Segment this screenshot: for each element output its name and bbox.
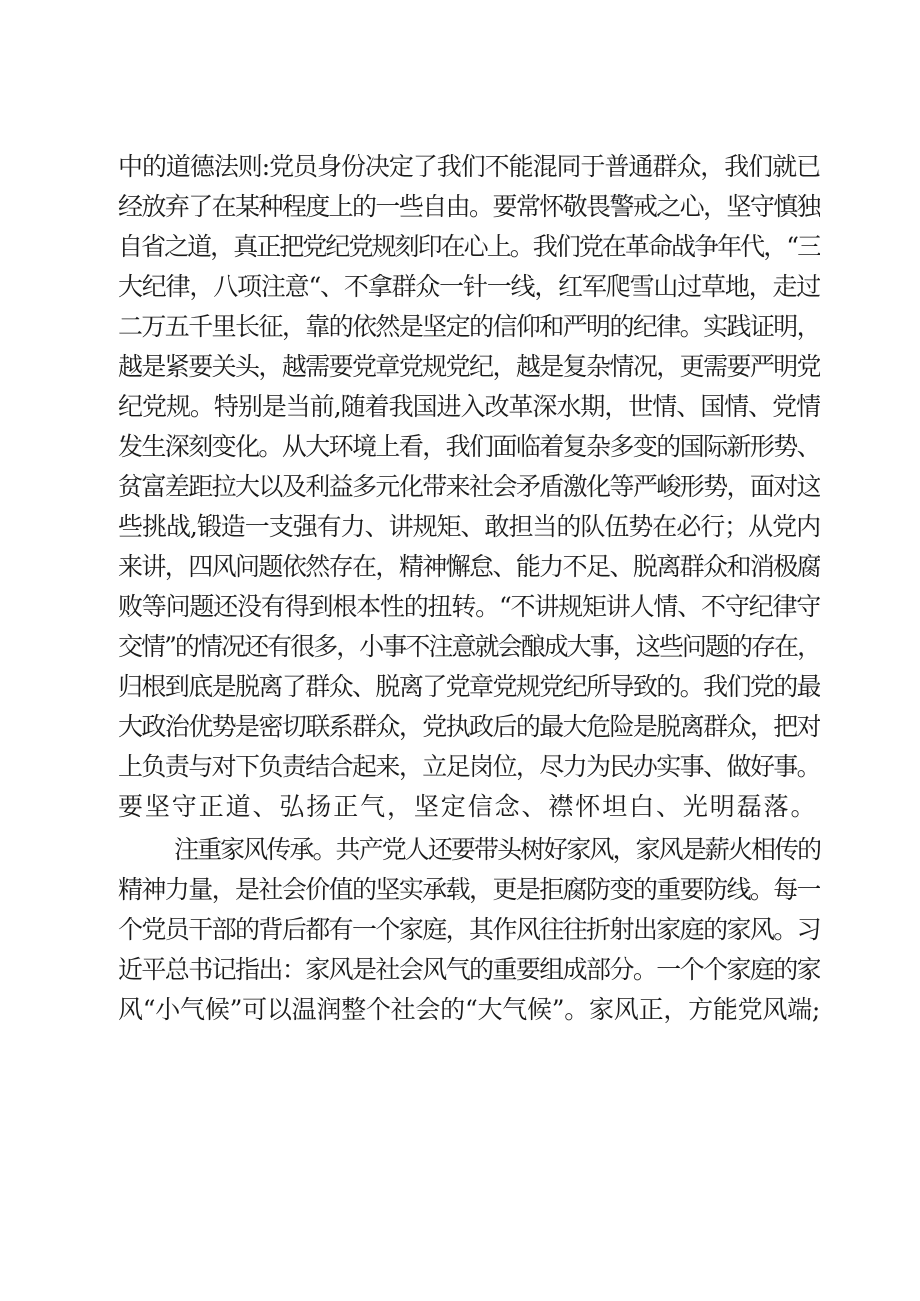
text-line: 交情”的情况还有很多，小事不注意就会酿成大事，这些问题的存在， — [118, 632, 820, 661]
text-line: 贫富差距拉大以及利益多元化带来社会矛盾激化等严峻形势，面对这 — [118, 472, 820, 501]
text-line: 发生深刻变化。从大环境上看，我们面临着复杂多变的国际新形势、 — [118, 432, 820, 461]
document-body — [118, 147, 820, 1030]
text-line: 中的道德法则:党员身份决定了我们不能混同于普通群众，我们就已 — [118, 152, 820, 181]
text-line: 个党员干部的背后都有一个家庭，其作风往往折射出家庭的家风。习 — [118, 915, 820, 944]
text-line: 归根到底是脱离了群众、脱离了党章党规党纪所导致的。我们党的最 — [118, 672, 820, 701]
text-line: 来讲，四风问题依然存在，精神懈怠、能力不足、脱离群众和消极腐 — [118, 552, 820, 581]
text-line: 要坚守正道、弘扬正气，坚定信念、襟怀坦白、光明磊落。 — [118, 792, 818, 821]
text-line: 近平总书记指出：家风是社会风气的重要组成部分。一个个家庭的家 — [118, 955, 820, 984]
text-line: 经放弃了在某种程度上的一些自由。要常怀敬畏警戒之心，坚守慎独 — [118, 192, 820, 221]
paragraph-family-style — [118, 830, 820, 1030]
text-line: 败等问题还没有得到根本性的扭转。“不讲规矩讲人情、不守纪律守 — [118, 592, 820, 621]
text-line: 上负责与对下负责结合起来，立足岗位，尽力为民办实事、做好事。 — [118, 752, 820, 781]
text-line: 大纪律，八项注意“、不拿群众一针一线，红军爬雪山过草地，走过 — [118, 272, 820, 301]
text-line: 注重家风传承。共产党人还要带头树好家风，家风是薪火相传的 — [174, 835, 820, 864]
text-line: 自省之道，真正把党纪党规刻印在心上。我们党在革命战争年代，“三 — [118, 232, 820, 261]
paragraph-discipline — [118, 147, 820, 827]
text-line: 越是紧要关头，越需要党章党规党纪，越是复杂情况，更需要严明党 — [118, 352, 820, 381]
text-line: 大政治优势是密切联系群众，党执政后的最大危险是脱离群众，把对 — [118, 712, 820, 741]
text-line: 风“小气候”可以温润整个社会的“大气候”。家风正，方能党风端; — [118, 995, 820, 1024]
text-line: 纪党规。特别是当前,随着我国进入改革深水期，世情、国情、党情 — [118, 392, 820, 421]
text-line: 精神力量，是社会价值的坚实承载，更是拒腐防变的重要防线。每一 — [118, 875, 820, 904]
text-line: 些挑战,锻造一支强有力、讲规矩、敢担当的队伍势在必行；从党内 — [118, 512, 820, 541]
text-line: 二万五千里长征，靠的依然是坚定的信仰和严明的纪律。实践证明， — [118, 312, 820, 341]
